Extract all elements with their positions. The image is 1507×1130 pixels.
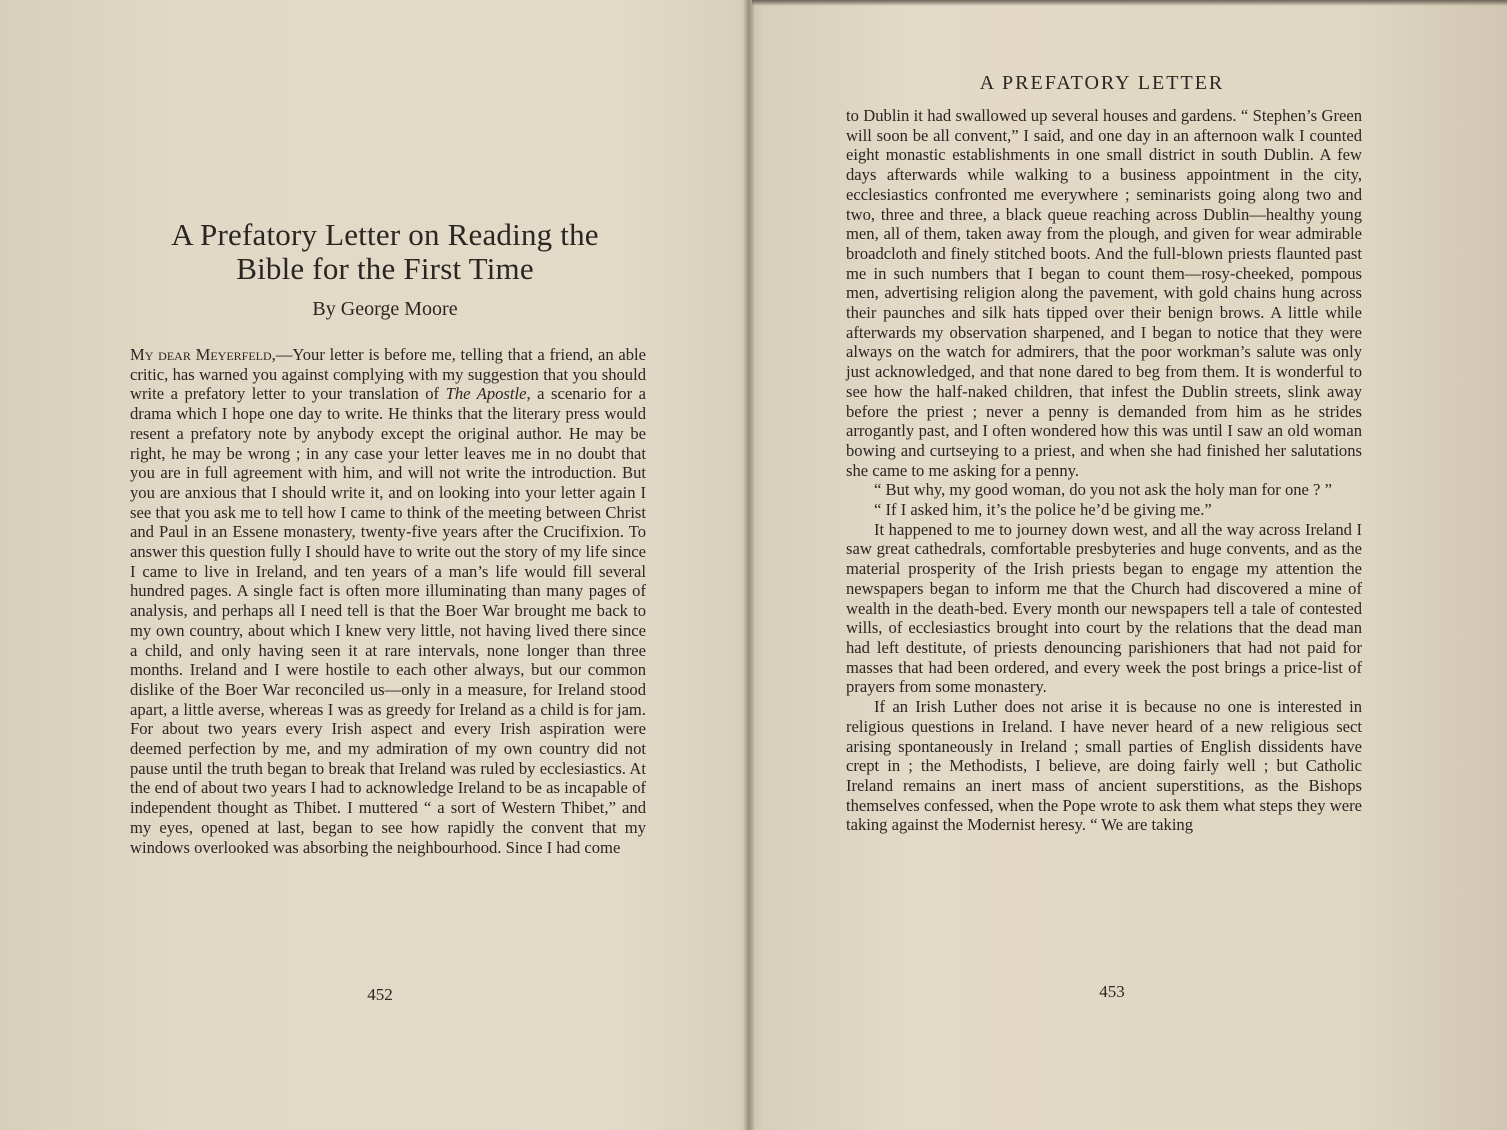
left-page xyxy=(0,0,748,1130)
left-text-column xyxy=(130,345,646,857)
right-text-column xyxy=(846,106,1362,835)
byline: By George Moore xyxy=(312,298,458,320)
paragraph: “ But why, my good woman, do you not ask the holy man for one ? ” xyxy=(874,480,1332,500)
title-line-2: Bible for the First Time xyxy=(236,251,534,286)
paragraph: to Dublin it had swallowed up several houses and gardens. “ Stephen’s Green will soon be all convent,” I said, and one day in an afternoon walk I counted eight monastic establishments in one small district in south Dublin. A few days afterwards while walking to a business appointment in the city, ecclesiastics confronted me everywhere ; seminarists going along two and two, three and three, a black queue reaching across Dublin—healthy young men, all of them, taken away from the plough, and given for wear admirable broadcloth and finely stitched boots. And the full-blown priests flaunted past me in such numbers that I began to count them—rosy-cheeked, pompous men, advertising religion along the pavement, with gold chains hung across their paunches and silk hats tipped over their benign brows. A little while afterwards my observation sharpened, and I began to notice that they were always on the watch for admirers, that the poor workman’s salute was only just acknowledged, and that none dared to beg from them. It is wonderful to see how the half-naked children, that infest the Dublin streets, slink away before the priest ; never a penny is demanded from him as he strides arrogantly past, and I often wondered how this was until I saw an old woman bowing and curtseying to a priest, and when she had finished her salutations she came to me asking for a penny. xyxy=(846,106,1362,480)
title-line-1: A Prefatory Letter on Reading the xyxy=(171,217,599,252)
paragraph: It happened to me to journey down west, and all the way across Ireland I saw great cathedrals, comfortable presbyteries and huge convents, and as the material prosperity of the Irish priests began to engage my attention the newspapers began to inform me that the Church had discovered a mine of wealth in the death-bed. Every month our newspapers tell a tale of contested wills, of ecclesiastics brought into court by the relations that the dead man had left destitute, of priests denouncing parishioners that had not paid for masses that had been ordered, and every week the post brings a price-list of prayers from some monastery. xyxy=(846,519,1362,697)
opening-paragraph xyxy=(130,345,646,857)
book-title-italic: The Apostle xyxy=(445,384,527,404)
article-title xyxy=(120,218,650,286)
paragraph-text: , a scenario for a drama which I hope one day to write. He thinks that the literary press would resent a prefatory note by anybody except the original author. He may be right, he may be wrong ; in any case your letter leaves me in no doubt that you are in full agreement with him, and will not write the introduction. But you are anxious that I should write it, and on looking into your letter again I see that you ask me to tell how I came to think of the meeting between Christ and Paul in an Essene monastery, twenty-five years after the Crucifixion. To answer this question fully I should have to write out the story of my life since I came to live in Ireland, and ten years of a man’s life would fill several hundred pages. A single fact is often more illuminating than many pages of analysis, and perhaps all I need tell is that the Boer War brought me back to my own country, about which I knew very little, not having lived there since a child, and only having seen it at rare intervals, none longer than three months. Ireland and I were hostile to each other always, but our common dislike of the Boer War reconciled us—only in a measure, for Ireland stood apart, a little averse, whereas I was as greedy for Ireland as a child is for jam. For about two years every Irish aspect and every Irish aspiration were deemed perfection by me, and my admiration of my own country did not pause until the truth began to break that Ireland was ruled by ecclesiastics. At the end of about two years I had to acknowledge Ireland to be as incapable of independent thought as Thibet. I muttered “ a sort of Western Thibet,” and my eyes, opened at last, began to see how rapidly the convent that my windows overlooked was absorbing the neighbourhood. Since I had come xyxy=(130,384,646,857)
page-number-left: 452 xyxy=(367,985,393,1004)
page-number-right: 453 xyxy=(1099,982,1125,1001)
paragraph-text: —Your letter is before me, telling that a friend, an able critic, has warned you against complying with my suggestion that you should write a prefatory letter to your translation of xyxy=(130,345,647,404)
right-page xyxy=(752,0,1507,1130)
paragraph: If an Irish Luther does not arise it is because no one is interested in religious questions in Ireland. I have never heard of a new religious sect arising spontaneously in Ireland ; small parties of English dissidents have crept in ; the Methodists, I believe, are doing fairly well ; but Catholic Ireland remains an inert mass of ancient superstitions, as the Bishops themselves confessed, when the Pope wrote to ask them what steps they were taking against the Modernist heresy. “ We are taking xyxy=(846,697,1362,835)
running-head: A PREFATORY LETTER xyxy=(979,72,1225,94)
paragraph: “ If I asked him, it’s the police he’d be giving me.” xyxy=(874,500,1212,520)
salutation: My dear Meyerfeld, xyxy=(130,345,276,364)
